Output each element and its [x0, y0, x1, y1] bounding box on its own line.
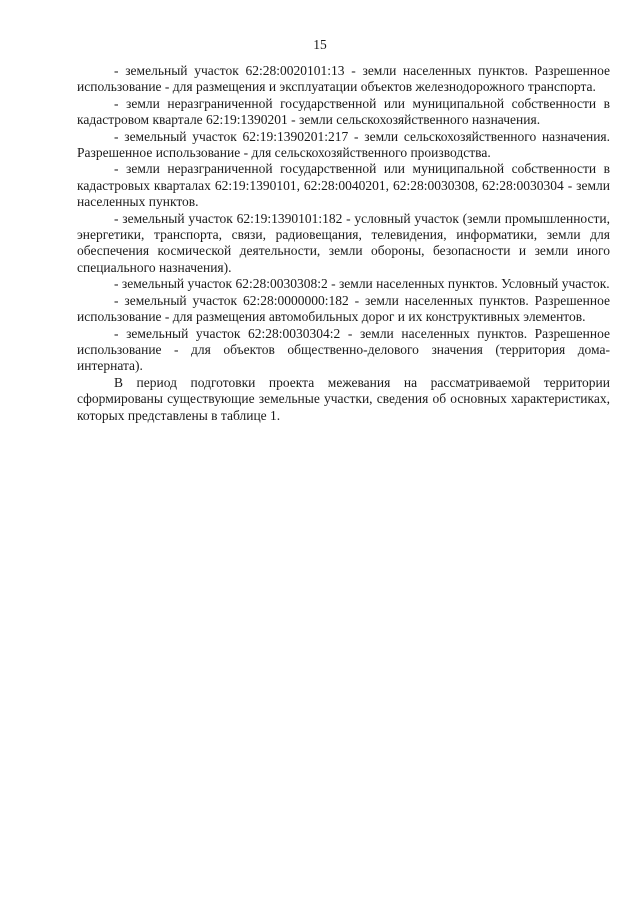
paragraph-land-plot-1390101-182: - земельный участок 62:19:1390101:182 - условный участок (земли промышленности, энергетики, транспорта, связи, радиовещания, телевидения, информатики, земли для обеспечения космической деятельности, земли обороны, безопасности и земли иного специального назначения). — [77, 210, 610, 275]
page-number: 15 — [313, 37, 327, 52]
paragraph-land-plot-0020101-13: - земельный участок 62:28:0020101:13 - земли населенных пунктов. Разрешенное использование - для размещения и эксплуатации объектов железнодорожного транспорта. — [77, 63, 610, 95]
paragraph-unallocated-land-1390201: - земли неразграниченной государственной или муниципальной собственности в кадастровом квартале 62:19:1390201 - земли сельскохозяйственного назначения. — [77, 95, 610, 128]
body-text — [77, 63, 610, 424]
paragraph-land-plot-0000000-182: - земельный участок 62:28:0000000:182 - земли населенных пунктов. Разрешенное использование - для размещения автомобильных дорог и их конструктивных элементов. — [77, 292, 610, 325]
paragraph-unallocated-land-quarters: - земли неразграниченной государственной или муниципальной собственности в кадастровых кварталах 62:19:1390101, 62:28:0040201, 62:28:0030308, 62:28:0030304 - земли населенных пунктов. — [77, 161, 610, 210]
paragraph-land-plot-1390201-217: - земельный участок 62:19:1390201:217 - земли сельскохозяйственного назначения. Разрешенное использование - для сельскохозяйственного производства. — [77, 128, 610, 161]
paragraph-land-plot-0030308-2: - земельный участок 62:28:0030308:2 - земли населенных пунктов. Условный участок. — [114, 276, 610, 292]
paragraph-land-plot-0030304-2: - земельный участок 62:28:0030304:2 - земли населенных пунктов. Разрешенное использование - для объектов общественно-делового значения (территория дома-интерната). — [77, 325, 610, 374]
paragraph-summary: В период подготовки проекта межевания на рассматриваемой территории сформированы существующие земельные участки, сведения об основных характеристиках, которых представлены в таблице 1. — [77, 374, 610, 423]
